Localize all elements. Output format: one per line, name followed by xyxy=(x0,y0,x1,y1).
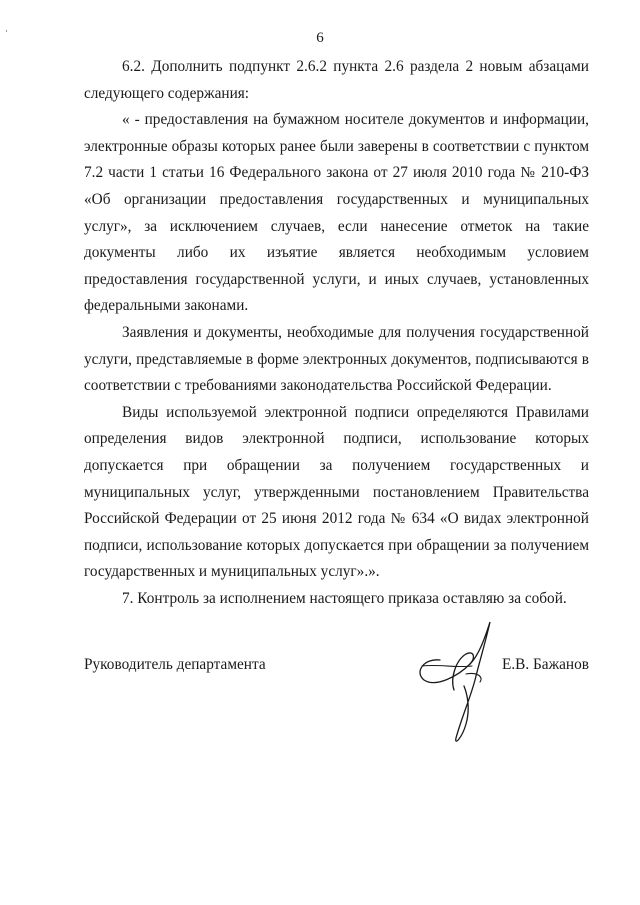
paragraph-quoted-amendment: « - предоставления на бумажном носителе документов и информации, электронные образы которых ранее были заверены в соответствии с пунктом 7.2 части 1 статьи 16 Федерального закона от 27 июля 2010 года № 210-ФЗ «Об организации предоставления государственных и муниципальных услуг», за исключением случаев, если нанесение отметок на такие документы либо их изъятие является необходимым условием предоставления государственной услуги, и иных случаев, установленных федеральными законами. xyxy=(84,111,589,315)
paragraph-applications: Заявления и документы, необходимые для получения государственной услуги, представляемые в форме электронных документов, подписываются в соответствии с требованиями законодательства Российской Федерации. xyxy=(84,323,589,395)
paragraph-7-control: 7. Контроль за исполнением настоящего приказа оставляю за собой. xyxy=(122,589,567,607)
paragraph-signature-types: Виды используемой электронной подписи определяются Правилами определения видов электронной подписи, использование которых допускается при обращении за получением государственных и муниципальных услуг, утвержденными постановлением Правительства Российской Федерации от 25 июня 2012 года № 634 «О видах электронной подписи, использование которых допускается при обращении за получением государственных и муниципальных услуг».». xyxy=(84,403,589,581)
signatory-name: Е.В. Бажанов xyxy=(501,656,589,673)
paragraph-6-2: 6.2. Дополнить подпункт 2.6.2 пункта 2.6 раздела 2 новым абзацами следующего содержания: xyxy=(84,58,589,102)
document-body xyxy=(84,54,589,612)
signature-block xyxy=(84,650,589,770)
page-number: 6 xyxy=(316,30,324,46)
signatory-position: Руководитель департамента xyxy=(84,656,266,673)
handwritten-signature xyxy=(410,620,502,750)
